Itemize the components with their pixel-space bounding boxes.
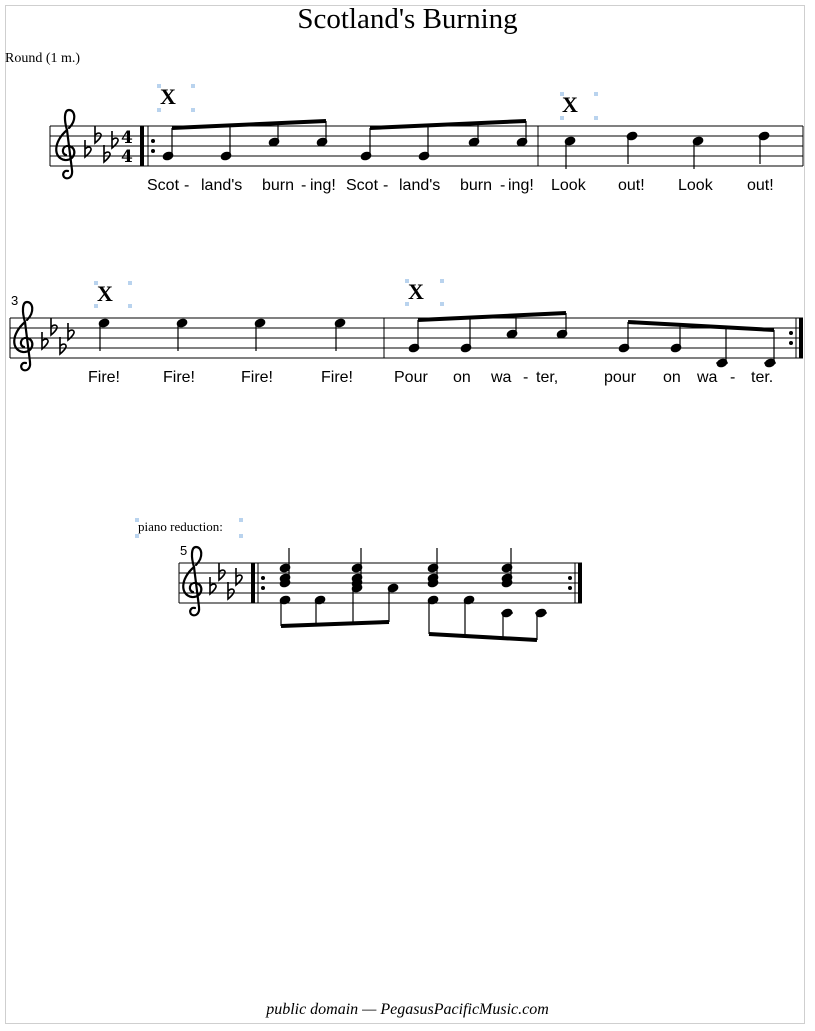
lyric-syllable: out! — [747, 177, 774, 194]
svg-text:X: X — [408, 279, 424, 304]
piano-reduction-label: piano reduction: — [138, 519, 223, 534]
lyric-hyphen: - — [301, 177, 307, 194]
svg-text:X: X — [97, 281, 113, 306]
lyric-hyphen: - — [184, 177, 190, 194]
part-entry-mark — [405, 279, 444, 306]
part-entry-mark — [157, 84, 195, 112]
lyric-syllable: Fire! — [241, 369, 273, 386]
lyric-syllable: Look — [678, 177, 713, 194]
lyric-syllable: land's — [201, 177, 243, 194]
piano-label-box — [135, 518, 243, 538]
measure-1-notes — [162, 121, 528, 161]
page-title: Scotland's Burning — [297, 3, 518, 35]
lyric-syllable: ing! — [310, 177, 336, 194]
lyric-hyphen: - — [383, 177, 389, 194]
measure-number: 3 — [11, 293, 19, 308]
lyric-syllable: out! — [618, 177, 645, 194]
lyric-syllable: Look — [551, 177, 586, 194]
treble-clef-icon — [56, 110, 74, 178]
lyric-hyphen: - — [523, 369, 529, 386]
lyric-syllable: on — [663, 369, 681, 386]
svg-text:X: X — [160, 84, 176, 109]
lyric-syllable: ing! — [508, 177, 534, 194]
lyric-syllable: wa — [697, 369, 718, 386]
lyric-syllable: Fire! — [163, 369, 195, 386]
measure-number: 5 — [180, 543, 188, 558]
lyric-syllable: Pour — [394, 369, 428, 386]
staff-lines — [50, 126, 803, 166]
copyright-footer: public domain — PegasusPacificMusic.com — [266, 1001, 549, 1018]
measure-3-notes — [98, 318, 346, 351]
piano-chords — [279, 548, 547, 640]
lyric-syllable: Fire! — [88, 369, 120, 386]
lyric-syllable: Scot — [147, 177, 180, 194]
time-signature-bottom: 4 — [121, 147, 133, 167]
lyrics-line-1 — [147, 177, 774, 194]
lyric-syllable: pour — [604, 369, 637, 386]
lyrics-line-2 — [88, 369, 773, 386]
lyric-syllable: Scot — [346, 177, 379, 194]
lyric-syllable: burn — [460, 177, 493, 194]
staff-system-2 — [10, 279, 803, 386]
lyric-syllable: ter. — [751, 369, 774, 386]
key-signature-flats — [210, 563, 242, 599]
part-entry-mark — [94, 281, 132, 308]
staff-system-1 — [50, 84, 803, 194]
time-signature-top: 4 — [121, 128, 133, 148]
staff-lines — [179, 563, 582, 603]
key-signature-flats — [42, 318, 74, 354]
lyric-syllable: wa — [491, 369, 512, 386]
lyric-hyphen: - — [500, 177, 506, 194]
measure-2-notes — [564, 131, 770, 169]
treble-clef-icon — [14, 302, 32, 370]
part-entry-mark — [560, 92, 598, 120]
measure-4-notes — [408, 313, 776, 368]
lyric-syllable: burn — [262, 177, 295, 194]
lyric-syllable: land's — [399, 177, 441, 194]
lyric-syllable: Fire! — [321, 369, 353, 386]
tempo-marking: Round (1 m.) — [5, 51, 81, 66]
key-signature-flats — [85, 126, 118, 162]
piano-reduction — [135, 518, 582, 640]
svg-text:X: X — [562, 92, 578, 117]
lyric-syllable: on — [453, 369, 471, 386]
lyric-hyphen: - — [730, 369, 736, 386]
lyric-syllable: ter, — [536, 369, 559, 386]
